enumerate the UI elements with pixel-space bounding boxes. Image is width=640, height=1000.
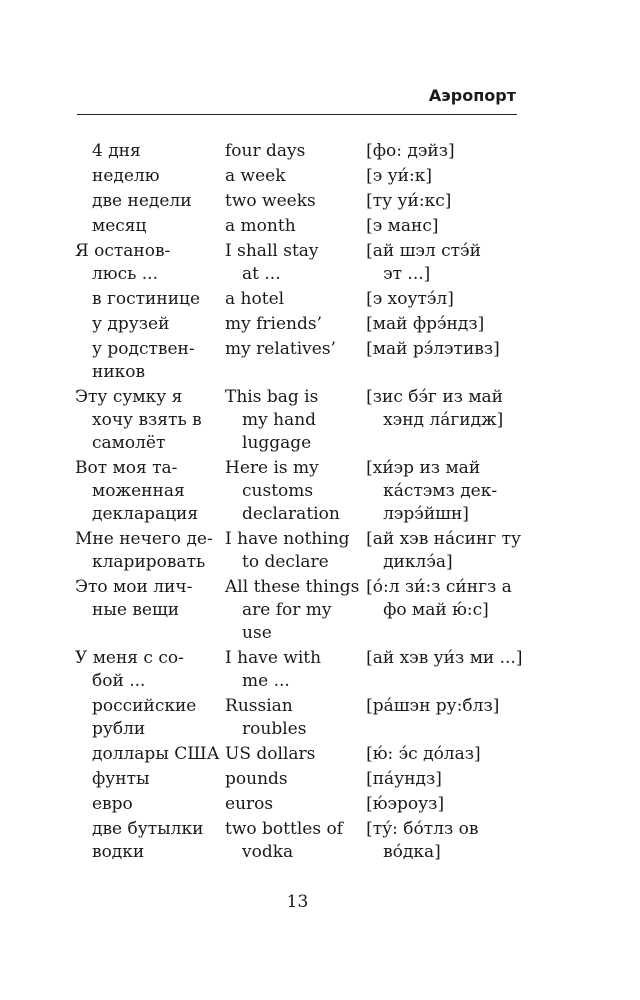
russian-phrase-line: доллары США (92, 744, 220, 764)
transcription-line: во́дка] (383, 842, 441, 862)
russian-phrase-line: Я останов- (75, 241, 171, 261)
russian-phrase (75, 743, 225, 766)
transcription (366, 793, 535, 816)
phrase-row (75, 165, 535, 188)
russian-phrase-line: кларировать (92, 552, 206, 572)
transcription (366, 288, 535, 311)
russian-phrase-line: люсь ... (92, 264, 158, 284)
transcription-line: фо май ю́:с] (383, 600, 489, 620)
english-phrase-line: I have with (225, 648, 322, 668)
running-header: Аэропорт (428, 86, 516, 105)
english-phrase-line: a week (225, 166, 286, 186)
phrase-row (75, 140, 535, 163)
russian-phrase-line: в гостинице (92, 289, 201, 309)
english-phrase (225, 768, 366, 791)
russian-phrase-line: Мне нечего де- (75, 529, 213, 549)
phrase-row (75, 215, 535, 238)
transcription-line: [ай хэв на́синг ту (366, 529, 522, 549)
russian-phrase-line: ные вещи (92, 600, 180, 620)
russian-phrase (75, 190, 225, 213)
transcription-line: [ту́: бо́тлз ов (366, 819, 479, 839)
russian-phrase-line: Вот моя та- (75, 458, 178, 478)
english-phrase (225, 165, 366, 188)
russian-phrase (75, 793, 225, 816)
transcription (366, 818, 535, 864)
english-phrase (225, 240, 366, 286)
russian-phrase (75, 386, 225, 455)
transcription-line: [ра́шэн ру:блз] (366, 696, 500, 716)
transcription (366, 190, 535, 213)
english-phrase-line: euros (225, 794, 274, 814)
phrase-row (75, 743, 535, 766)
transcription (366, 768, 535, 791)
russian-phrase-line: У меня с со- (75, 648, 184, 668)
russian-phrase-line: Это мои лич- (75, 577, 193, 597)
transcription (366, 457, 535, 526)
phrase-row (75, 190, 535, 213)
english-phrase-line: Here is my (225, 458, 319, 478)
english-phrase (225, 647, 366, 693)
transcription-line: [май фрэ́ндз] (366, 314, 485, 334)
russian-phrase (75, 576, 225, 645)
transcription (366, 338, 535, 384)
english-phrase-line: I shall stay (225, 241, 319, 261)
russian-phrase-line: у родствен- (92, 339, 195, 359)
english-phrase (225, 338, 366, 384)
phrase-row (75, 793, 535, 816)
english-phrase (225, 695, 366, 741)
russian-phrase-line: неделю (92, 166, 160, 186)
phrase-row (75, 576, 535, 645)
transcription-line: [май рэ́лэтивз] (366, 339, 500, 359)
phrase-row (75, 528, 535, 574)
russian-phrase-line: Эту сумку я (75, 387, 183, 407)
english-phrase (225, 288, 366, 311)
transcription (366, 240, 535, 286)
english-phrase-line: my relatives’ (225, 339, 336, 359)
english-phrase (225, 528, 366, 574)
english-phrase (225, 457, 366, 526)
english-phrase-line: two bottles of (225, 819, 343, 839)
russian-phrase-line: 4 дня (92, 141, 141, 161)
phrase-row (75, 457, 535, 526)
russian-phrase (75, 647, 225, 693)
russian-phrase-line: бой ... (92, 671, 146, 691)
english-phrase-line: my hand (242, 410, 317, 430)
transcription-line: [ту уи́:кс] (366, 191, 452, 211)
english-phrase-line: are for my (242, 600, 332, 620)
english-phrase (225, 190, 366, 213)
transcription-line: [хи́эр из май (366, 458, 481, 478)
transcription (366, 386, 535, 455)
transcription (366, 140, 535, 163)
english-phrase-line: my friends’ (225, 314, 323, 334)
russian-phrase (75, 457, 225, 526)
english-phrase (225, 576, 366, 645)
phrase-row (75, 818, 535, 864)
transcription (366, 647, 535, 693)
english-phrase (225, 215, 366, 238)
russian-phrase-line: месяц (92, 216, 147, 236)
russian-phrase-line: евро (92, 794, 133, 814)
phrase-row (75, 647, 535, 693)
english-phrase (225, 386, 366, 455)
transcription-line: диклэ́а] (383, 552, 453, 572)
english-phrase (225, 793, 366, 816)
page-number: 13 (286, 892, 309, 912)
transcription (366, 215, 535, 238)
english-phrase-line: customs (242, 481, 314, 501)
transcription (366, 576, 535, 645)
english-phrase-line: use (242, 623, 272, 643)
phrase-row (75, 313, 535, 336)
transcription-line: [фо: дэйз] (366, 141, 455, 161)
english-phrase-line: a month (225, 216, 296, 236)
russian-phrase-line: ников (92, 362, 146, 382)
phrase-row (75, 386, 535, 455)
transcription-line: [ю́: э́с до́лаз] (366, 744, 481, 764)
transcription-line: [ай хэв уи́з ми ...] (366, 648, 523, 668)
english-phrase-line: vodka (242, 842, 294, 862)
transcription-line: ка́стэмз дек- (383, 481, 498, 501)
russian-phrase (75, 338, 225, 384)
english-phrase (225, 313, 366, 336)
english-phrase (225, 140, 366, 163)
phrase-table (75, 140, 535, 866)
transcription-line: [о́:л зи́:з си́нгз а (366, 577, 512, 597)
english-phrase-line: US dollars (225, 744, 316, 764)
russian-phrase-line: рубли (92, 719, 146, 739)
english-phrase-line: a hotel (225, 289, 285, 309)
russian-phrase (75, 528, 225, 574)
russian-phrase-line: декларация (92, 504, 199, 524)
english-phrase-line: Russian (225, 696, 293, 716)
english-phrase-line: pounds (225, 769, 288, 789)
phrase-row (75, 695, 535, 741)
russian-phrase-line: российские (92, 696, 197, 716)
phrase-row (75, 768, 535, 791)
english-phrase-line: at ... (242, 264, 281, 284)
transcription (366, 313, 535, 336)
english-phrase-line: roubles (242, 719, 307, 739)
russian-phrase-line: две недели (92, 191, 192, 211)
english-phrase-line: to declare (242, 552, 329, 572)
english-phrase-line: me ... (242, 671, 290, 691)
transcription-line: [э хоутэ́л] (366, 289, 454, 309)
russian-phrase-line: у друзей (92, 314, 170, 334)
english-phrase-line: two weeks (225, 191, 316, 211)
phrase-row (75, 338, 535, 384)
transcription (366, 743, 535, 766)
transcription-line: [э уи́:к] (366, 166, 432, 186)
transcription-line: хэнд ла́гидж] (383, 410, 504, 430)
transcription-line: эт ...] (383, 264, 431, 284)
english-phrase-line: four days (225, 141, 306, 161)
russian-phrase-line: водки (92, 842, 145, 862)
russian-phrase (75, 288, 225, 311)
transcription-line: [зис бэ́г из май (366, 387, 504, 407)
english-phrase-line: This bag is (225, 387, 319, 407)
english-phrase (225, 818, 366, 864)
russian-phrase-line: самолёт (92, 433, 166, 453)
russian-phrase-line: хочу взять в (92, 410, 202, 430)
russian-phrase (75, 215, 225, 238)
transcription-line: [э манс] (366, 216, 439, 236)
transcription-line: [ю́эроуз] (366, 794, 445, 814)
russian-phrase-line: моженная (92, 481, 185, 501)
transcription-line: лэрэ́йшн] (383, 504, 469, 524)
russian-phrase-line: фунты (92, 769, 150, 789)
transcription-line: [па́ундз] (366, 769, 442, 789)
russian-phrase (75, 313, 225, 336)
russian-phrase (75, 818, 225, 864)
transcription-line: [ай шэл стэ́й (366, 241, 481, 261)
english-phrase (225, 743, 366, 766)
header-rule (77, 114, 517, 115)
russian-phrase (75, 768, 225, 791)
english-phrase-line: declaration (242, 504, 340, 524)
phrase-row (75, 240, 535, 286)
english-phrase-line: All these things (225, 577, 360, 597)
phrase-row (75, 288, 535, 311)
russian-phrase (75, 695, 225, 741)
transcription (366, 695, 535, 741)
russian-phrase (75, 165, 225, 188)
transcription (366, 528, 535, 574)
english-phrase-line: I have nothing (225, 529, 350, 549)
russian-phrase (75, 140, 225, 163)
transcription (366, 165, 535, 188)
russian-phrase (75, 240, 225, 286)
russian-phrase-line: две бутылки (92, 819, 204, 839)
english-phrase-line: luggage (242, 433, 312, 453)
